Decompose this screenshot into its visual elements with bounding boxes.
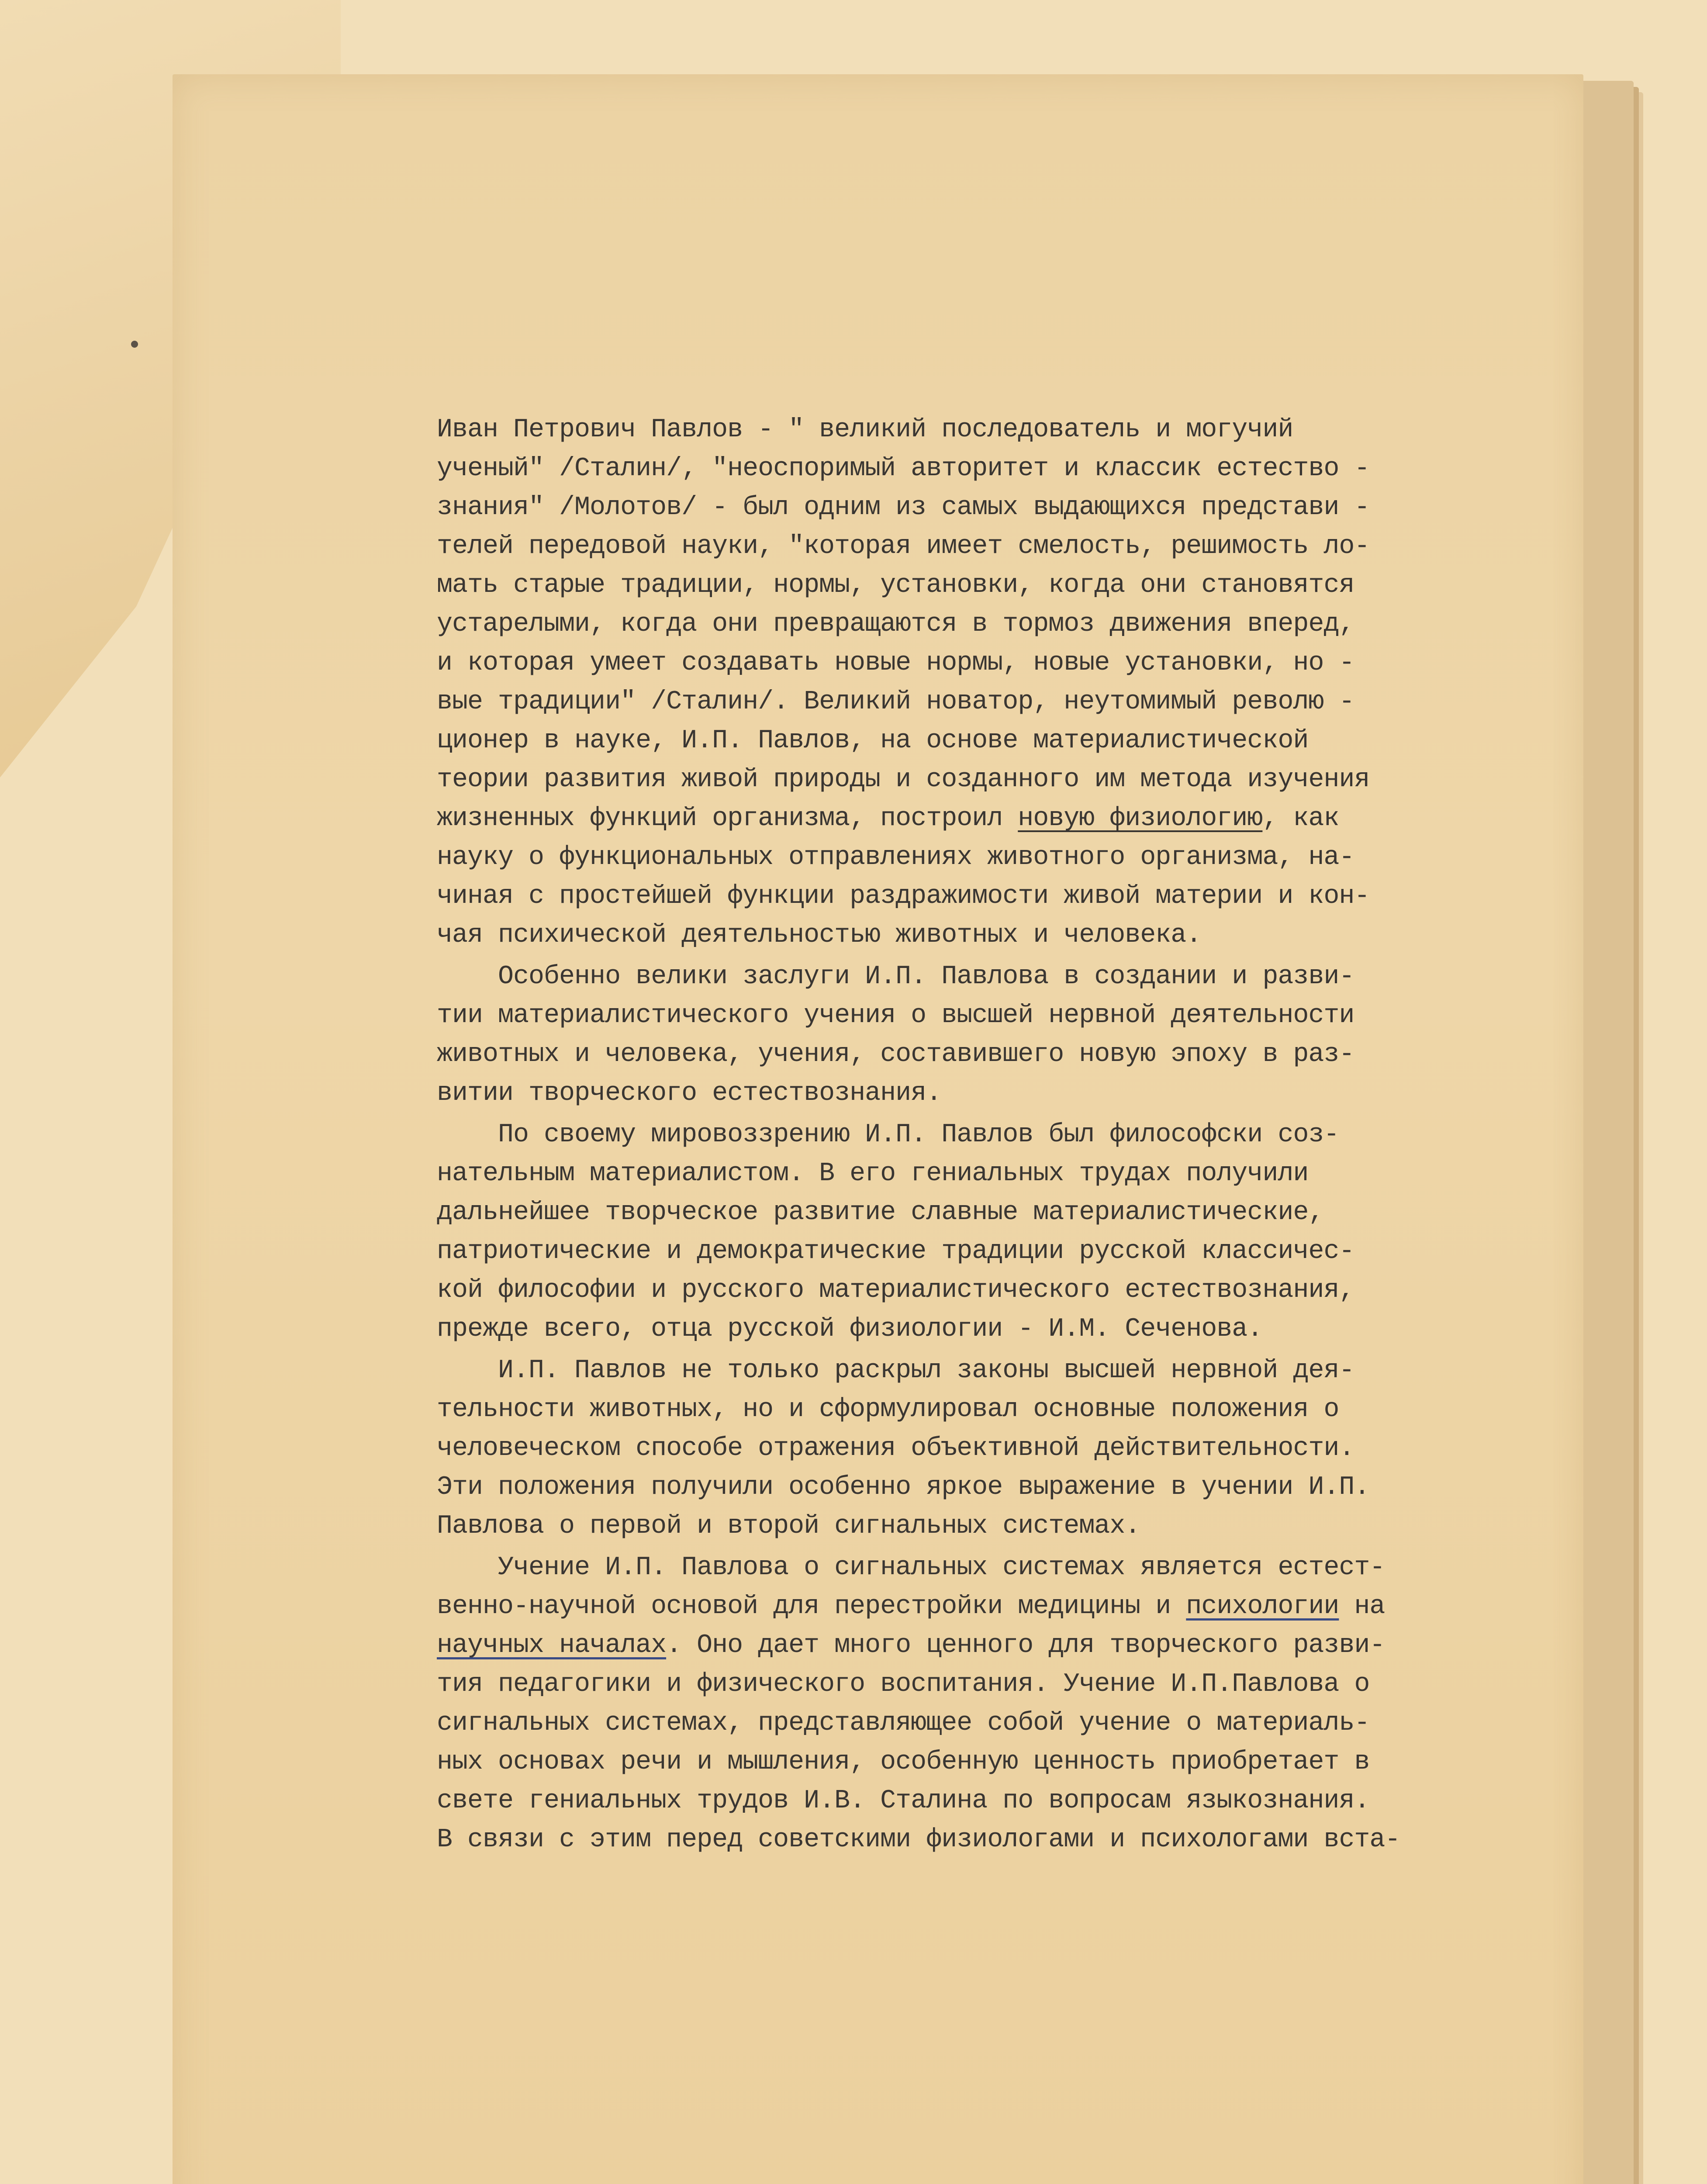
text-line: мать старые традиции, нормы, установки, когда они становятся — [437, 570, 1355, 600]
text-line: чиная с простейшей функции раздражимости живой материи и кон- — [437, 881, 1370, 911]
text-line: Учение И.П. Павлова о сигнальных системах является естест- — [437, 1553, 1385, 1583]
text-line: тельности животных, но и сформулировал основные положения о — [437, 1395, 1339, 1424]
underlined-phrase: психологии — [1186, 1592, 1339, 1621]
text-line: тия педагогики и физического воспитания. Учение И.П.Павлова о — [437, 1669, 1370, 1699]
text-line-underlined: жизненных функций организма, построил новую физиологию, как — [437, 804, 1339, 833]
text-line: патриотические и демократические традиции русской классичес- — [437, 1237, 1355, 1266]
pin-mark — [131, 341, 138, 348]
text-line: животных и человека, учения, составившего новую эпоху в раз- — [437, 1040, 1355, 1069]
text-line: сигнальных системах, представляющее собой учение о материаль- — [437, 1708, 1370, 1738]
underlined-phrase: научных началах — [437, 1631, 667, 1660]
text-line: ционер в науке, И.П. Павлов, на основе материалистической — [437, 726, 1309, 756]
document-body — [437, 411, 1538, 1859]
text-line: прежде всего, отца русской физиологии - И.М. Сеченова. — [437, 1314, 1263, 1344]
text-line: По своему мировоззрению И.П. Павлов был философски соз- — [437, 1120, 1339, 1150]
text-line: И.П. Павлов не только раскрыл законы высшей нервной дея- — [437, 1356, 1355, 1386]
text-line: В связи с этим перед советскими физиологами и психологами вста- — [437, 1825, 1400, 1855]
text-line: кой философии и русского материалистического естествознания, — [437, 1275, 1355, 1305]
text-line: Павлова о первой и второй сигнальных системах. — [437, 1511, 1140, 1541]
text-line: нательным материалистом. В его гениальных трудах получили — [437, 1159, 1309, 1189]
text-line: чая психической деятельностью животных и человека. — [437, 920, 1202, 950]
text-line: знания" /Молотов/ - был одним из самых выдающихся представи - — [437, 493, 1370, 522]
text-line: науку о функциональных отправлениях животного организма, на- — [437, 843, 1355, 872]
text-line: Эти положения получили особенно яркое выражение в учении И.П. — [437, 1472, 1370, 1502]
text-line: витии творческого естествознания. — [437, 1078, 942, 1108]
text-line: дальнейшее творческое развитие славные материалистические, — [437, 1198, 1324, 1227]
text-line-annotated: научных началах. Оно дает много ценного для творческого разви- — [437, 1631, 1385, 1660]
text-line: и которая умеет создавать новые нормы, новые установки, но - — [437, 648, 1355, 678]
text-line: тии материалистического учения о высшей нервной деятельности — [437, 1001, 1355, 1030]
text-line: Особенно велики заслуги И.П. Павлова в создании и разви- — [437, 962, 1355, 992]
text-line: теории развития живой природы и созданного им метода изучения — [437, 765, 1370, 795]
text-line: ных основах речи и мышления, особенную ценность приобретает в — [437, 1747, 1370, 1777]
text-line: свете гениальных трудов И.В. Сталина по вопросам языкознания. — [437, 1786, 1370, 1816]
text-line: Иван Петрович Павлов - " великий последователь и могучий — [437, 415, 1293, 445]
text-line: вые традиции" /Сталин/. Великий новатор, неутомимый револю - — [437, 687, 1355, 717]
text-line: телей передовой науки, "которая имеет смелость, решимость ло- — [437, 532, 1370, 561]
text-line: человеческом способе отражения объективной действительности. — [437, 1434, 1355, 1463]
text-line: ученый" /Сталин/, "неоспоримый авторитет и классик естество - — [437, 454, 1370, 484]
text-line-annotated: венно-научной основой для перестройки медицины и психологии на — [437, 1592, 1385, 1621]
text-line: устарелыми, когда они превращаются в тормоз движения вперед, — [437, 609, 1355, 639]
underlined-phrase: новую физиологию — [1018, 804, 1263, 833]
